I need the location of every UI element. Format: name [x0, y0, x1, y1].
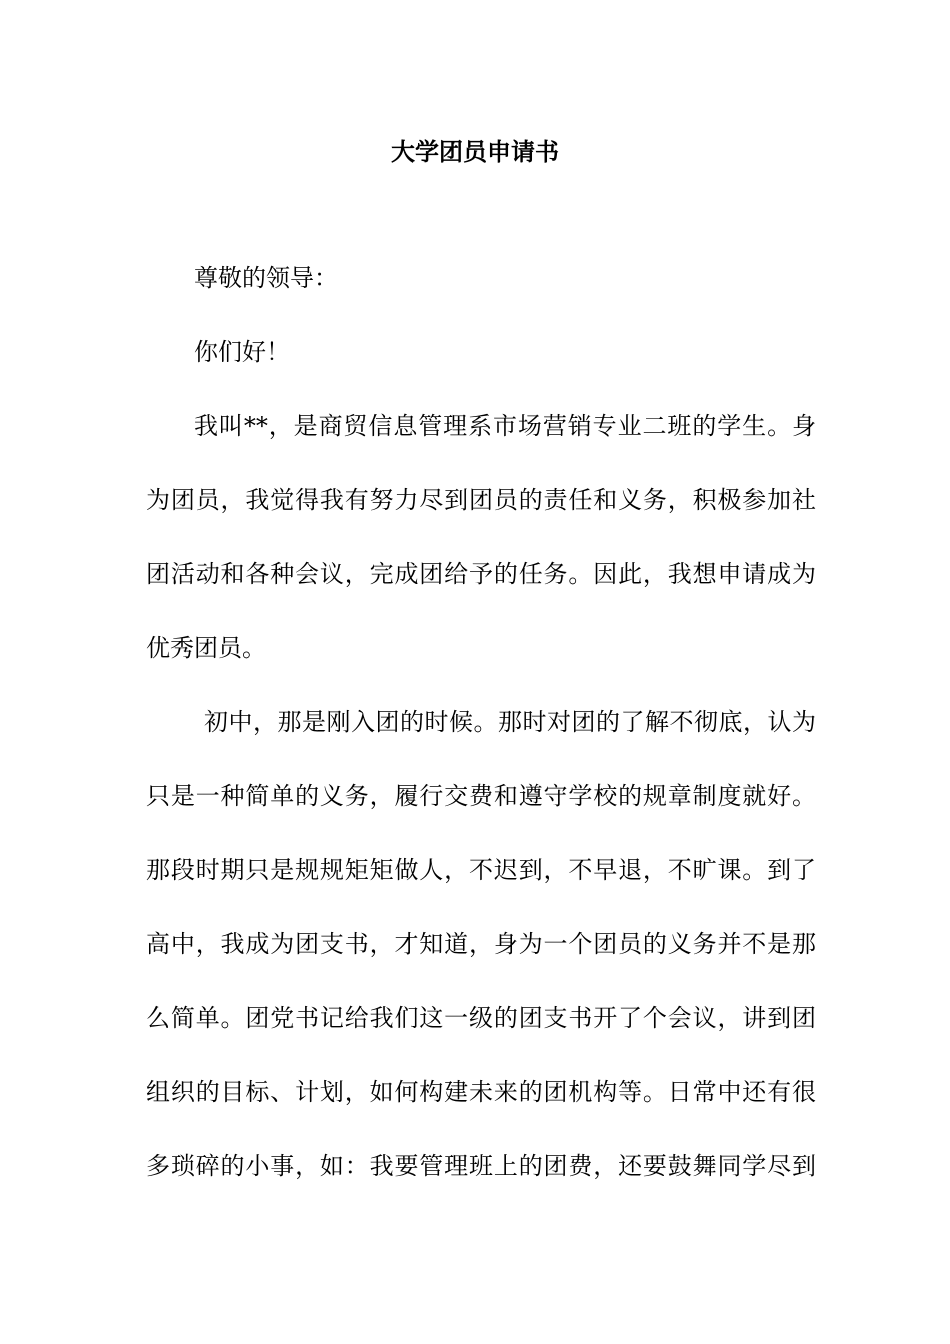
- paragraph2-line-2: 只是一种简单的义务，履行交费和遵守学校的规章制度就好。: [146, 782, 816, 810]
- document-title: 大学团员申请书: [391, 137, 559, 166]
- paragraph2-line-1: 初中，那是刚入团的时候。那时对团的了解不彻底，认为: [204, 708, 816, 736]
- greeting: 你们好！: [194, 338, 290, 366]
- paragraph2-line-5: 么简单。团党书记给我们这一级的团支书开了个会议，讲到团: [146, 1004, 816, 1032]
- paragraph1-line-4: 优秀团员。: [146, 634, 266, 662]
- paragraph2-line-7: 多琐碎的小事，如：我要管理班上的团费，还要鼓舞同学尽到: [146, 1152, 816, 1180]
- paragraph2-line-3: 那段时期只是规规矩矩做人，不迟到，不早退，不旷课。到了: [146, 856, 816, 884]
- salutation: 尊敬的领导：: [194, 264, 338, 292]
- paragraph2-line-4: 高中，我成为团支书，才知道，身为一个团员的义务并不是那: [146, 930, 816, 958]
- paragraph2-line-6: 组织的目标、计划，如何构建未来的团机构等。日常中还有很: [146, 1078, 816, 1106]
- paragraph1-line-1: 我叫**，是商贸信息管理系市场营销专业二班的学生。身: [194, 412, 816, 440]
- paragraph1-line-2: 为团员，我觉得我有努力尽到团员的责任和义务，积极参加社: [146, 486, 816, 514]
- paragraph1-line-3: 团活动和各种会议，完成团给予的任务。因此，我想申请成为: [146, 560, 816, 588]
